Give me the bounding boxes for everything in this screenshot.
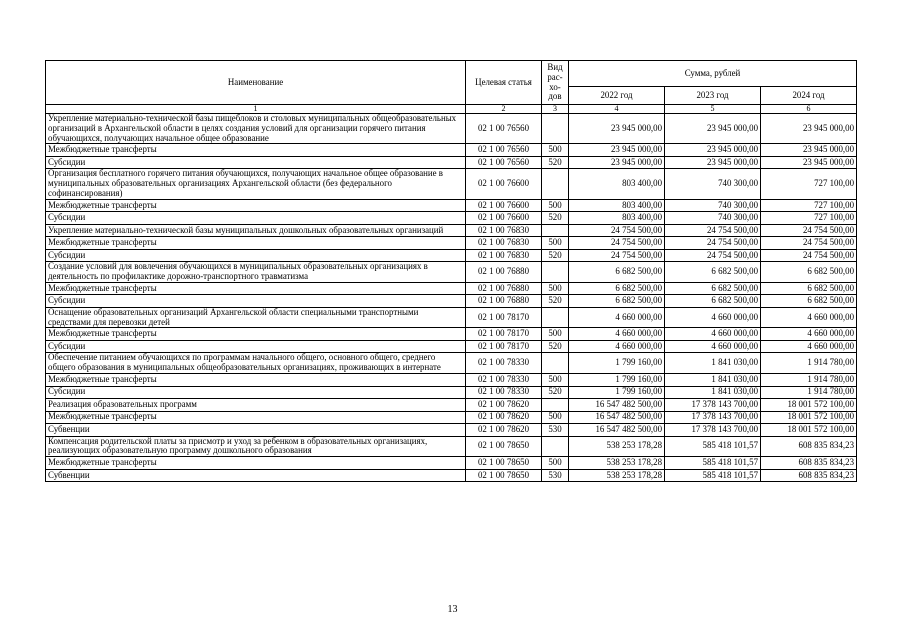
- table-row: [46, 237, 857, 250]
- table-row: [46, 340, 857, 353]
- row-target-code: 02 1 00 76600: [466, 169, 542, 199]
- row-sum-2023: 4 660 000,00: [665, 307, 761, 328]
- table-row: [46, 262, 857, 283]
- row-name: Межбюджетные трансферты: [46, 199, 466, 212]
- row-name: Реализация образовательных программ: [46, 399, 466, 412]
- row-name: Организация бесплатного горячего питания обучающихся, получающих начальное общее образование в муниципальных образовательных организациях Архангельской области (без федерального софинансирования): [46, 169, 466, 199]
- row-target-code: 02 1 00 78650: [466, 436, 542, 457]
- row-target-code: 02 1 00 76830: [466, 224, 542, 237]
- row-expense-type: 500: [542, 199, 569, 212]
- row-target-code: 02 1 00 76830: [466, 249, 542, 262]
- row-expense-type: 520: [542, 386, 569, 399]
- table-row: [46, 169, 857, 199]
- row-sum-2024: 23 945 000,00: [761, 156, 857, 169]
- row-sum-2022: 16 547 482 500,00: [569, 399, 665, 412]
- row-sum-2022: 803 400,00: [569, 169, 665, 199]
- row-target-code: 02 1 00 76600: [466, 199, 542, 212]
- row-name: Межбюджетные трансферты: [46, 457, 466, 470]
- header-year-2024: 2024 год: [761, 87, 857, 105]
- row-sum-2024: 18 001 572 100,00: [761, 399, 857, 412]
- row-sum-2023: 740 300,00: [665, 199, 761, 212]
- row-sum-2023: 1 841 030,00: [665, 374, 761, 387]
- row-sum-2023: 23 945 000,00: [665, 156, 761, 169]
- row-target-code: 02 1 00 78650: [466, 457, 542, 470]
- row-sum-2023: 23 945 000,00: [665, 114, 761, 144]
- row-sum-2024: 6 682 500,00: [761, 262, 857, 283]
- row-name: Субвенции: [46, 424, 466, 437]
- row-sum-2022: 16 547 482 500,00: [569, 411, 665, 424]
- row-expense-type: 520: [542, 340, 569, 353]
- row-target-code: 02 1 00 78330: [466, 374, 542, 387]
- header-year-2022: 2022 год: [569, 87, 665, 105]
- row-sum-2024: 4 660 000,00: [761, 328, 857, 341]
- row-target-code: 02 1 00 76880: [466, 295, 542, 308]
- row-expense-type: 500: [542, 282, 569, 295]
- page-number: 13: [447, 604, 458, 615]
- row-sum-2022: 16 547 482 500,00: [569, 424, 665, 437]
- row-name: Межбюджетные трансферты: [46, 237, 466, 250]
- table-row: [46, 224, 857, 237]
- row-name: Субсидии: [46, 386, 466, 399]
- table-row: [46, 144, 857, 157]
- row-sum-2024: 24 754 500,00: [761, 237, 857, 250]
- table-row: [46, 399, 857, 412]
- row-target-code: 02 1 00 78330: [466, 386, 542, 399]
- row-sum-2024: 1 914 780,00: [761, 353, 857, 374]
- row-expense-type: 500: [542, 411, 569, 424]
- row-sum-2023: 17 378 143 700,00: [665, 424, 761, 437]
- row-sum-2023: 6 682 500,00: [665, 262, 761, 283]
- row-sum-2023: 585 418 101,57: [665, 436, 761, 457]
- row-sum-2023: 6 682 500,00: [665, 295, 761, 308]
- row-sum-2024: 4 660 000,00: [761, 307, 857, 328]
- row-expense-type: 500: [542, 457, 569, 470]
- row-sum-2023: 6 682 500,00: [665, 282, 761, 295]
- row-sum-2022: 538 253 178,28: [569, 436, 665, 457]
- row-sum-2023: 4 660 000,00: [665, 340, 761, 353]
- row-name: Межбюджетные трансферты: [46, 374, 466, 387]
- table-row: [46, 386, 857, 399]
- row-sum-2024: 727 100,00: [761, 199, 857, 212]
- row-sum-2022: 23 945 000,00: [569, 156, 665, 169]
- row-sum-2024: 1 914 780,00: [761, 386, 857, 399]
- row-name: Укрепление материально-технической базы пищеблоков и столовых муниципальных общеобразовательных организаций в Архангельской области в целях создания условий для организации горячего питания обучающихся, получающих начальное общее образование: [46, 114, 466, 144]
- row-sum-2024: 4 660 000,00: [761, 340, 857, 353]
- row-sum-2023: 17 378 143 700,00: [665, 399, 761, 412]
- row-target-code: 02 1 00 78170: [466, 328, 542, 341]
- row-expense-type: [542, 224, 569, 237]
- row-expense-type: [542, 307, 569, 328]
- row-sum-2023: 740 300,00: [665, 169, 761, 199]
- row-sum-2024: 1 914 780,00: [761, 374, 857, 387]
- row-target-code: 02 1 00 78650: [466, 469, 542, 482]
- row-sum-2022: 803 400,00: [569, 212, 665, 225]
- budget-table: [45, 60, 857, 482]
- table-row: [46, 328, 857, 341]
- row-name: Межбюджетные трансферты: [46, 328, 466, 341]
- row-expense-type: 530: [542, 469, 569, 482]
- row-sum-2023: 24 754 500,00: [665, 249, 761, 262]
- row-sum-2022: 4 660 000,00: [569, 340, 665, 353]
- row-sum-2023: 585 418 101,57: [665, 457, 761, 470]
- row-expense-type: 520: [542, 249, 569, 262]
- table-row: [46, 353, 857, 374]
- row-sum-2022: 23 945 000,00: [569, 114, 665, 144]
- row-sum-2024: 727 100,00: [761, 169, 857, 199]
- row-expense-type: 530: [542, 424, 569, 437]
- row-target-code: 02 1 00 76560: [466, 144, 542, 157]
- header-year-2023: 2023 год: [665, 87, 761, 105]
- row-sum-2023: 4 660 000,00: [665, 328, 761, 341]
- row-sum-2024: 24 754 500,00: [761, 249, 857, 262]
- row-target-code: 02 1 00 78620: [466, 399, 542, 412]
- row-expense-type: 520: [542, 156, 569, 169]
- row-expense-type: 500: [542, 374, 569, 387]
- row-sum-2024: 6 682 500,00: [761, 295, 857, 308]
- row-sum-2024: 23 945 000,00: [761, 144, 857, 157]
- row-sum-2023: 23 945 000,00: [665, 144, 761, 157]
- row-sum-2022: 6 682 500,00: [569, 295, 665, 308]
- row-expense-type: [542, 169, 569, 199]
- row-expense-type: 520: [542, 212, 569, 225]
- row-target-code: 02 1 00 78170: [466, 340, 542, 353]
- row-expense-type: [542, 114, 569, 144]
- table-row: [46, 114, 857, 144]
- row-sum-2024: 727 100,00: [761, 212, 857, 225]
- row-sum-2023: 1 841 030,00: [665, 386, 761, 399]
- row-expense-type: [542, 262, 569, 283]
- table-row: [46, 282, 857, 295]
- row-name: Межбюджетные трансферты: [46, 144, 466, 157]
- row-sum-2024: 608 835 834,23: [761, 436, 857, 457]
- row-sum-2022: 6 682 500,00: [569, 282, 665, 295]
- table-body: [46, 114, 857, 482]
- row-target-code: 02 1 00 76560: [466, 156, 542, 169]
- row-sum-2022: 24 754 500,00: [569, 224, 665, 237]
- table-row: [46, 212, 857, 225]
- row-target-code: 02 1 00 76880: [466, 262, 542, 283]
- header-sum: Сумма, рублей: [569, 61, 857, 87]
- row-sum-2023: 24 754 500,00: [665, 224, 761, 237]
- row-expense-type: 500: [542, 144, 569, 157]
- row-target-code: 02 1 00 78620: [466, 411, 542, 424]
- row-sum-2022: 23 945 000,00: [569, 144, 665, 157]
- row-sum-2024: 23 945 000,00: [761, 114, 857, 144]
- row-expense-type: 520: [542, 295, 569, 308]
- row-sum-2023: 24 754 500,00: [665, 237, 761, 250]
- row-target-code: 02 1 00 78620: [466, 424, 542, 437]
- table-row: [46, 457, 857, 470]
- row-expense-type: [542, 399, 569, 412]
- row-sum-2022: 538 253 178,28: [569, 457, 665, 470]
- row-name: Субсидии: [46, 340, 466, 353]
- column-index: 5: [665, 105, 761, 114]
- table-row: [46, 156, 857, 169]
- row-name: Субвенции: [46, 469, 466, 482]
- row-sum-2022: 1 799 160,00: [569, 353, 665, 374]
- header-name: Наименование: [46, 61, 466, 105]
- table-row: [46, 469, 857, 482]
- row-sum-2024: 608 835 834,23: [761, 469, 857, 482]
- table-row: [46, 307, 857, 328]
- row-sum-2024: 18 001 572 100,00: [761, 411, 857, 424]
- row-name: Межбюджетные трансферты: [46, 411, 466, 424]
- row-name: Субсидии: [46, 212, 466, 225]
- row-sum-2024: 608 835 834,23: [761, 457, 857, 470]
- table-row: [46, 436, 857, 457]
- row-sum-2024: 18 001 572 100,00: [761, 424, 857, 437]
- row-sum-2022: 24 754 500,00: [569, 249, 665, 262]
- row-expense-type: 500: [542, 237, 569, 250]
- row-target-code: 02 1 00 78330: [466, 353, 542, 374]
- table-row: [46, 374, 857, 387]
- table-row: [46, 295, 857, 308]
- table-row: [46, 411, 857, 424]
- row-sum-2023: 585 418 101,57: [665, 469, 761, 482]
- row-name: Межбюджетные трансферты: [46, 282, 466, 295]
- row-sum-2022: 1 799 160,00: [569, 386, 665, 399]
- row-expense-type: [542, 436, 569, 457]
- row-sum-2022: 6 682 500,00: [569, 262, 665, 283]
- column-index: 6: [761, 105, 857, 114]
- column-index-row: [46, 105, 857, 114]
- row-name: Создание условий для вовлечения обучающихся в муниципальных образовательных организациях в деятельность по профилактике дорожно-транспортного травматизма: [46, 262, 466, 283]
- header-target: Целевая статья: [466, 61, 542, 105]
- row-expense-type: [542, 353, 569, 374]
- row-name: Обеспечение питанием обучающихся по программам начального общего, основного общего, среднего общего образования в муниципальных общеобразовательных организациях, проживающих в интернате: [46, 353, 466, 374]
- row-sum-2022: 4 660 000,00: [569, 328, 665, 341]
- row-sum-2024: 6 682 500,00: [761, 282, 857, 295]
- header-vid: Вид рас- хо- дов: [542, 61, 569, 105]
- table-row: [46, 249, 857, 262]
- row-target-code: 02 1 00 76560: [466, 114, 542, 144]
- row-target-code: 02 1 00 76830: [466, 237, 542, 250]
- row-sum-2022: 538 253 178,28: [569, 469, 665, 482]
- row-name: Компенсация родительской платы за присмотр и уход за ребенком в образовательных организациях, реализующих образовательную программу дошкольного образования: [46, 436, 466, 457]
- row-expense-type: 500: [542, 328, 569, 341]
- row-name: Укрепление материально-технической базы муниципальных дошкольных образовательных организаций: [46, 224, 466, 237]
- row-sum-2022: 4 660 000,00: [569, 307, 665, 328]
- row-name: Субсидии: [46, 156, 466, 169]
- row-name: Субсидии: [46, 249, 466, 262]
- row-sum-2024: 24 754 500,00: [761, 224, 857, 237]
- row-sum-2023: 1 841 030,00: [665, 353, 761, 374]
- column-index: 1: [46, 105, 466, 114]
- row-sum-2022: 803 400,00: [569, 199, 665, 212]
- row-name: Оснащение образовательных организаций Архангельской области специальными транспортными средствами для перевозки детей: [46, 307, 466, 328]
- row-target-code: 02 1 00 76600: [466, 212, 542, 225]
- table-row: [46, 424, 857, 437]
- column-index: 2: [466, 105, 542, 114]
- column-index: 3: [542, 105, 569, 114]
- row-sum-2023: 17 378 143 700,00: [665, 411, 761, 424]
- row-target-code: 02 1 00 78170: [466, 307, 542, 328]
- row-sum-2022: 24 754 500,00: [569, 237, 665, 250]
- table-row: [46, 199, 857, 212]
- header-row: [46, 61, 857, 87]
- column-index: 4: [569, 105, 665, 114]
- row-sum-2023: 740 300,00: [665, 212, 761, 225]
- row-name: Субсидии: [46, 295, 466, 308]
- row-target-code: 02 1 00 76880: [466, 282, 542, 295]
- row-sum-2022: 1 799 160,00: [569, 374, 665, 387]
